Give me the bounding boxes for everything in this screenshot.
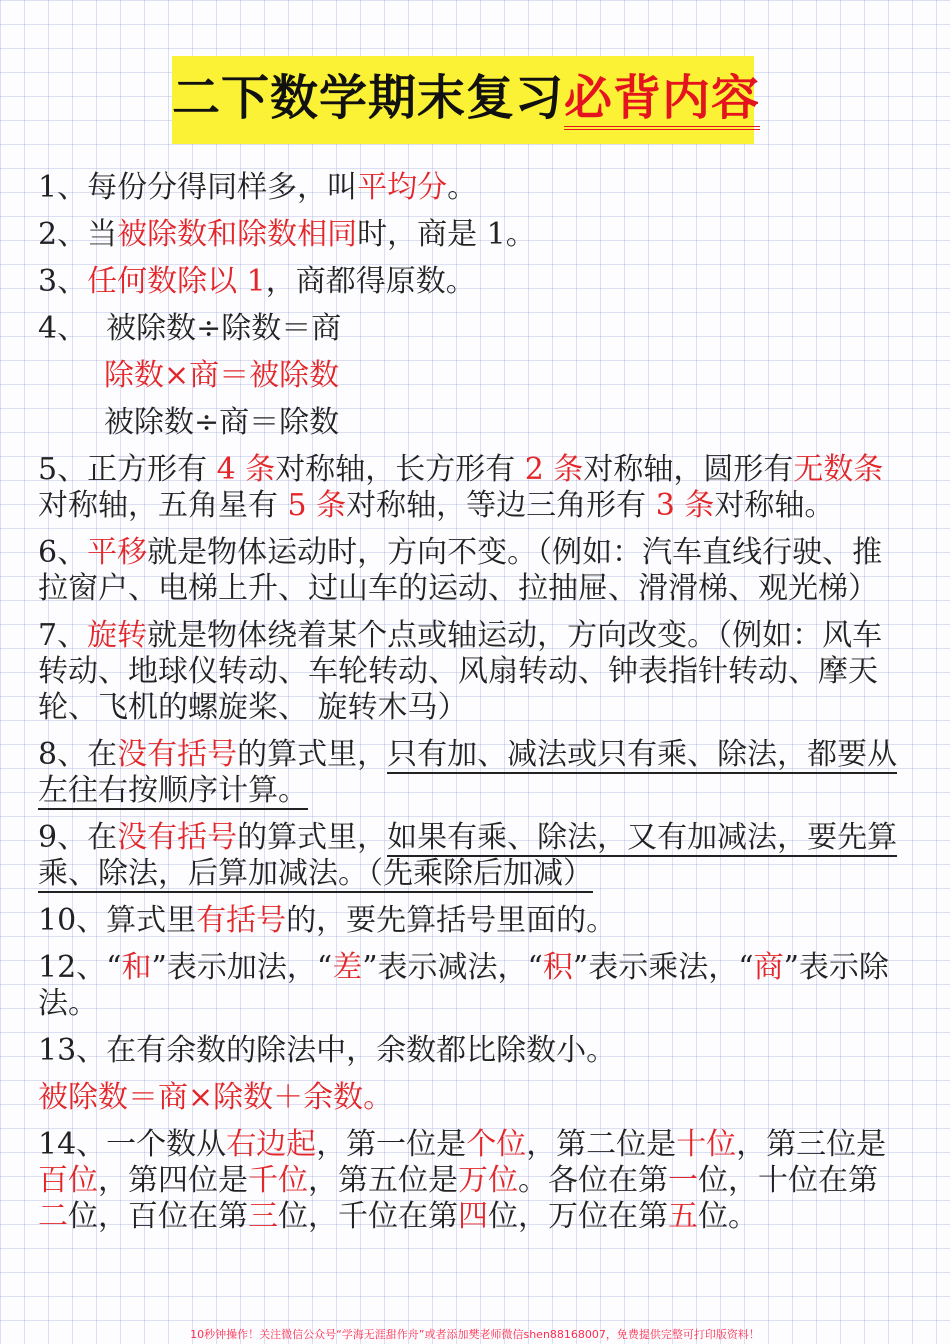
- rule-3: 3、任何数除以 1，商都得原数。: [38, 264, 476, 299]
- rule-8: 8、在没有括号的算式里，只有加、减法或只有乘、除法，都要从左往右按顺序计算。: [38, 737, 898, 808]
- rule-14: 14、一个数从右边起，第一位是个位，第二位是十位，第三位是百位，第四位是千位，第五位是万位。各位在第一位，十位在第二位，百位在第三位，千位在第四位，万位在第五位。: [38, 1127, 887, 1234]
- rule-6: 6、平移就是物体运动时，方向不变。（例如：汽车直线行驶、推拉窗户、电梯上升、过山车的运动、拉抽屉、滑滑梯、观光梯）: [38, 535, 883, 606]
- rule-4-formula-2: 除数×商＝被除数: [104, 358, 340, 393]
- rule-4-formula-3: 被除数÷商＝除数: [104, 405, 340, 440]
- rule-9: 9、在没有括号的算式里，如果有乘、除法，又有加减法，要先算乘、除法，后算加减法。（先乘除后加减）: [38, 820, 898, 891]
- rule-12: 12、“和”表示加法，“差”表示减法，“积”表示乘法，“商”表示除法。: [38, 950, 889, 1021]
- rule-5: 5、正方形有 4 条对称轴，长方形有 2 条对称轴，圆形有无数条对称轴，五角星有 5 条对称轴，等边三角形有 3 条对称轴。: [38, 452, 884, 523]
- rule-2: 2、当被除数和除数相同时，商是 1。: [38, 217, 536, 252]
- rule-10: 10、算式里有括号的，要先算括号里面的。: [38, 903, 617, 938]
- rule-4-formula-1: 4、 被除数÷除数＝商: [38, 311, 342, 346]
- rule-13-formula: 被除数＝商×除数＋余数。: [38, 1080, 394, 1115]
- rule-13: 13、在有余数的除法中，余数都比除数小。: [38, 1033, 617, 1068]
- rule-1: 1、每份分得同样多，叫平均分。: [38, 170, 478, 205]
- content: [38, 170, 906, 1235]
- footer-note: 10秒钟操作！关注微信公众号“学海无涯甜作舟”或者添加樊老师微信shen88168007，免费提供完整可打印版资料！: [190, 1328, 760, 1341]
- page-title: 二下数学期末复习必背内容: [172, 60, 754, 136]
- rule-7: 7、旋转就是物体绕着某个点或轴运动，方向改变。（例如：风车转动、地球仪转动、车轮转动、风扇转动、钟表指针转动、摩天轮、飞机的螺旋桨、 旋转木马）: [38, 618, 883, 725]
